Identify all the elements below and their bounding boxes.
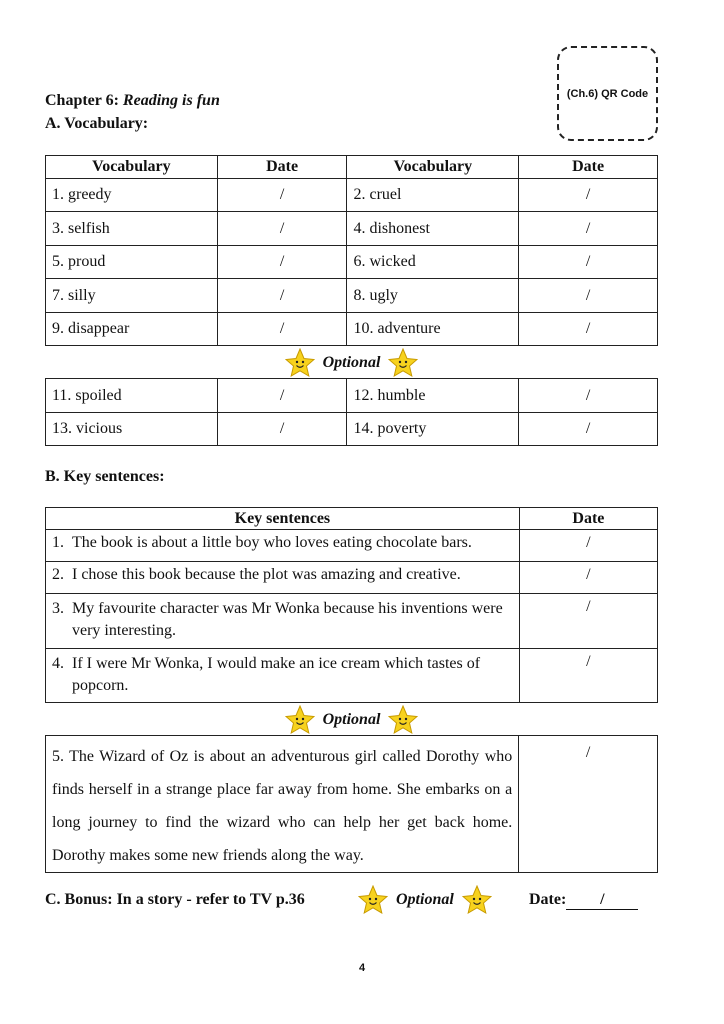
table-row xyxy=(46,413,658,446)
sentence-number: 2. xyxy=(52,566,64,583)
header-vocabulary: Vocabulary xyxy=(347,156,519,179)
vocab-date: / xyxy=(217,413,347,446)
vocab-date: / xyxy=(217,179,347,212)
header-date: Date xyxy=(217,156,347,179)
smiley-star-icon xyxy=(388,348,418,378)
sentence-text: My favourite character was Mr Wonka because his inventions were very interesting. xyxy=(72,600,503,639)
sentence-cell xyxy=(46,736,519,873)
key-sentences-table xyxy=(45,507,658,703)
sentence-number: 3. xyxy=(52,600,64,617)
vocab-date: / xyxy=(519,179,658,212)
key-sentences-header-row xyxy=(46,508,658,530)
section-b-heading: B. Key sentences: xyxy=(45,468,165,485)
sentence-date: / xyxy=(519,649,657,703)
sentence-date: / xyxy=(519,562,657,594)
smiley-star-icon xyxy=(388,705,418,735)
optional-banner-vocab xyxy=(45,347,658,378)
key-sentences-optional-table xyxy=(45,735,658,873)
vocab-word: 10. adventure xyxy=(347,313,519,346)
header-vocabulary: Vocabulary xyxy=(46,156,218,179)
table-row xyxy=(46,313,658,346)
section-c-heading: C. Bonus: In a story - refer to TV p.36 xyxy=(45,891,305,908)
vocab-word: 9. disappear xyxy=(46,313,218,346)
smiley-star-icon xyxy=(285,348,315,378)
table-row xyxy=(46,379,658,413)
vocab-word: 4. dishonest xyxy=(347,212,519,246)
vocab-word: 3. selfish xyxy=(46,212,218,246)
optional-banner-sentences xyxy=(45,704,658,735)
header-date: Date xyxy=(519,156,658,179)
sentence-text: I chose this book because the plot was amazing and creative. xyxy=(72,566,461,583)
table-row xyxy=(46,594,658,649)
vocab-word: 12. humble xyxy=(347,379,519,413)
optional-paragraph: 5. The Wizard of Oz is about an adventurous girl called Dorothy who finds herself in a strange place far away from home. She embarks on a long journey to find the wizard who can help her get back home. Dorothy makes some new friends along the way. xyxy=(52,748,513,864)
vocab-date: / xyxy=(217,279,347,313)
sentence-date: / xyxy=(519,736,658,873)
sentence-number: 1. xyxy=(52,534,64,551)
vocab-word: 13. vicious xyxy=(46,413,218,446)
sentence-date: / xyxy=(519,594,657,649)
optional-label: Optional xyxy=(396,890,454,908)
sentence-cell xyxy=(46,594,520,649)
optional-banner-bonus xyxy=(358,884,492,915)
header-date: Date xyxy=(519,508,657,530)
date-label: Date: xyxy=(529,891,567,908)
smiley-star-icon xyxy=(358,885,388,915)
table-row xyxy=(46,179,658,212)
bonus-date xyxy=(529,891,638,910)
vocabulary-header-row xyxy=(46,156,658,179)
optional-label: Optional xyxy=(322,353,381,371)
vocab-word: 7. silly xyxy=(46,279,218,313)
vocab-word: 8. ugly xyxy=(347,279,519,313)
table-row xyxy=(46,736,658,873)
sentence-date: / xyxy=(519,530,657,562)
chapter-title xyxy=(45,92,220,110)
sentence-cell xyxy=(46,649,520,703)
qr-code-label: (Ch.6) QR Code xyxy=(566,87,649,100)
vocab-date: / xyxy=(519,246,658,279)
qr-code-box xyxy=(557,46,658,141)
optional-label: Optional xyxy=(322,710,381,728)
sentence-text: If I were Mr Wonka, I would make an ice cream which tastes of popcorn. xyxy=(72,655,481,694)
sentence-cell xyxy=(46,562,520,594)
vocab-date: / xyxy=(217,313,347,346)
vocab-date: / xyxy=(519,413,658,446)
vocab-word: 11. spoiled xyxy=(46,379,218,413)
table-row xyxy=(46,562,658,594)
sentence-number: 4. xyxy=(52,655,64,672)
vocab-word: 2. cruel xyxy=(347,179,519,212)
vocab-date: / xyxy=(217,379,347,413)
vocab-date: / xyxy=(217,212,347,246)
smiley-star-icon xyxy=(285,705,315,735)
vocab-word: 14. poverty xyxy=(347,413,519,446)
sentence-cell xyxy=(46,530,520,562)
sentence-text: The book is about a little boy who loves eating chocolate bars. xyxy=(72,534,472,551)
table-row xyxy=(46,279,658,313)
vocab-date: / xyxy=(519,313,658,346)
vocab-date: / xyxy=(519,212,658,246)
table-row xyxy=(46,649,658,703)
smiley-star-icon xyxy=(462,885,492,915)
vocab-word: 6. wicked xyxy=(347,246,519,279)
table-row xyxy=(46,246,658,279)
header-key-sentences: Key sentences xyxy=(46,508,520,530)
vocab-word: 1. greedy xyxy=(46,179,218,212)
table-row xyxy=(46,212,658,246)
vocab-word: 5. proud xyxy=(46,246,218,279)
vocab-date: / xyxy=(519,279,658,313)
page-number: 4 xyxy=(358,962,366,974)
chapter-prefix: Chapter 6: xyxy=(45,92,123,109)
date-blank: / xyxy=(566,891,638,910)
table-row xyxy=(46,530,658,562)
vocab-date: / xyxy=(217,246,347,279)
vocabulary-optional-table xyxy=(45,378,658,446)
vocabulary-table xyxy=(45,155,658,346)
chapter-name: Reading is fun xyxy=(122,92,220,109)
section-a-heading: A. Vocabulary: xyxy=(45,115,149,132)
vocab-date: / xyxy=(519,379,658,413)
